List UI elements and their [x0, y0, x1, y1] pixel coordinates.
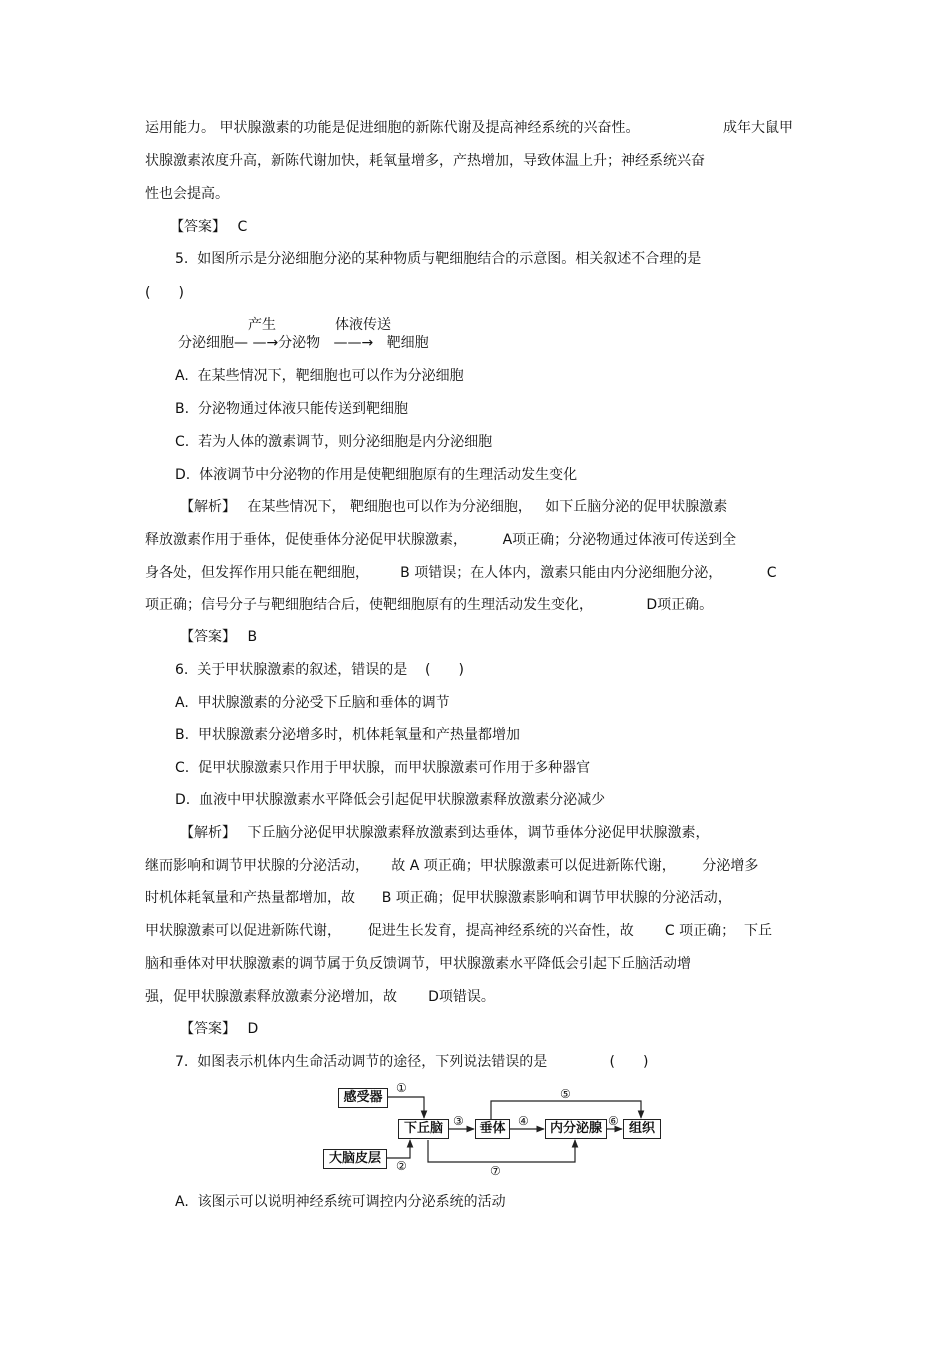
pathway-label-5: ⑤	[560, 1087, 571, 1101]
q6-option-d: D. 血液中甲状腺激素水平降低会引起促甲状腺激素释放激素分泌减少	[175, 792, 606, 808]
intro-line-3: 性也会提高。	[145, 186, 229, 202]
pathway-label-6: ⑥	[608, 1114, 619, 1128]
receptor-box: 感受器	[338, 1088, 388, 1108]
q6-analysis-line: 【解析】 下丘脑分泌促甲状腺激素释放激素到达垂体，调节垂体分泌促甲状腺激素，	[180, 825, 710, 841]
q5-option-c: C. 若为人体的激素调节，则分泌细胞是内分泌细胞	[175, 434, 493, 450]
q5-answer: 【答案】 B	[180, 629, 258, 645]
q6-analysis-line: 甲状腺激素可以促进新陈代谢， 促进生长发育，提高神经系统的兴奋性，故 C 项正确； 下丘	[145, 923, 772, 939]
endocrine-gland-box: 内分泌腺	[545, 1119, 607, 1139]
q7-option-a: A. 该图示可以说明神经系统可调控内分泌系统的活动	[175, 1194, 506, 1210]
pathway-label-3: ③	[453, 1114, 464, 1128]
q5-analysis-line: 【解析】 在某些情况下， 靶细胞也可以作为分泌细胞， 如下丘脑分泌的促甲状腺激素	[180, 499, 728, 515]
q5-analysis-line: 身各处，但发挥作用只能在靶细胞， B 项错误；在人体内，激素只能由内分泌细胞分泌， C	[145, 565, 777, 581]
hypothalamus-box: 下丘脑	[398, 1119, 449, 1139]
q5-flow-label-produce: 产生	[248, 317, 276, 333]
pathway-label-7: ⑦	[490, 1164, 501, 1178]
pathway-label-1: ①	[396, 1081, 407, 1095]
q6-option-a: A. 甲状腺激素的分泌受下丘脑和垂体的调节	[175, 695, 450, 711]
q6-stem: 6. 关于甲状腺激素的叙述，错误的是 ( )	[175, 662, 464, 678]
q5-paren: ( )	[145, 285, 184, 301]
q5-option-a: A. 在某些情况下，靶细胞也可以作为分泌细胞	[175, 368, 464, 384]
q4-answer: 【答案】 C	[170, 219, 248, 235]
q5-stem: 5. 如图所示是分泌细胞分泌的某种物质与靶细胞结合的示意图。相关叙述不合理的是	[175, 251, 702, 267]
q5-analysis-line: 项正确；信号分子与靶细胞结合后，使靶细胞原有的生理活动发生变化， D项正确。	[145, 597, 714, 613]
q5-analysis-line: 释放激素作用于垂体，促使垂体分泌促甲状腺激素， A项正确；分泌物通过体液可传送到全	[145, 532, 737, 548]
tissue-box: 组织	[623, 1119, 661, 1139]
regulation-pathway-diagram	[318, 1078, 663, 1178]
pathway-label-2: ②	[396, 1159, 407, 1173]
q6-analysis-line: 继而影响和调节甲状腺的分泌活动， 故 A 项正确；甲状腺激素可以促进新陈代谢， 分泌增多	[145, 858, 759, 874]
cerebral-cortex-box: 大脑皮层	[323, 1149, 387, 1169]
q6-analysis-line: 时机体耗氧量和产热量都增加，故 B 项正确；促甲状腺激素影响和调节甲状腺的分泌活动，	[145, 890, 732, 906]
q5-flow-row: 分泌细胞— —→分泌物 ——→ 靶细胞	[178, 335, 429, 351]
q5-option-b: B. 分泌物通过体液只能传送到靶细胞	[175, 401, 408, 417]
q6-analysis-line: 强，促甲状腺激素释放激素分泌增加，故 D项错误。	[145, 989, 495, 1005]
q6-analysis-line: 脑和垂体对甲状腺激素的调节属于负反馈调节，甲状腺激素水平降低会引起下丘脑活动增	[145, 956, 691, 972]
q5-option-d: D. 体液调节中分泌物的作用是使靶细胞原有的生理活动发生变化	[175, 467, 578, 483]
pituitary-box: 垂体	[475, 1119, 510, 1139]
q5-flow-label-transport: 体液传送	[335, 317, 391, 333]
pathway-label-4: ④	[518, 1114, 529, 1128]
intro-line-1: 运用能力。 甲状腺激素的功能是促进细胞的新陈代谢及提高神经系统的兴奋性。	[145, 120, 640, 136]
q7-stem: 7. 如图表示机体内生命活动调节的途径，下列说法错误的是 ( )	[175, 1054, 649, 1070]
intro-line-2: 状腺激素浓度升高，新陈代谢加快，耗氧量增多，产热增加，导致体温上升；神经系统兴奋	[145, 153, 705, 169]
q6-answer: 【答案】 D	[180, 1021, 259, 1037]
q6-option-b: B. 甲状腺激素分泌增多时，机体耗氧量和产热量都增加	[175, 727, 520, 743]
intro-line-1-tail: 成年大鼠甲	[723, 120, 793, 136]
q6-option-c: C. 促甲状腺激素只作用于甲状腺，而甲状腺激素可作用于多种器官	[175, 760, 591, 776]
